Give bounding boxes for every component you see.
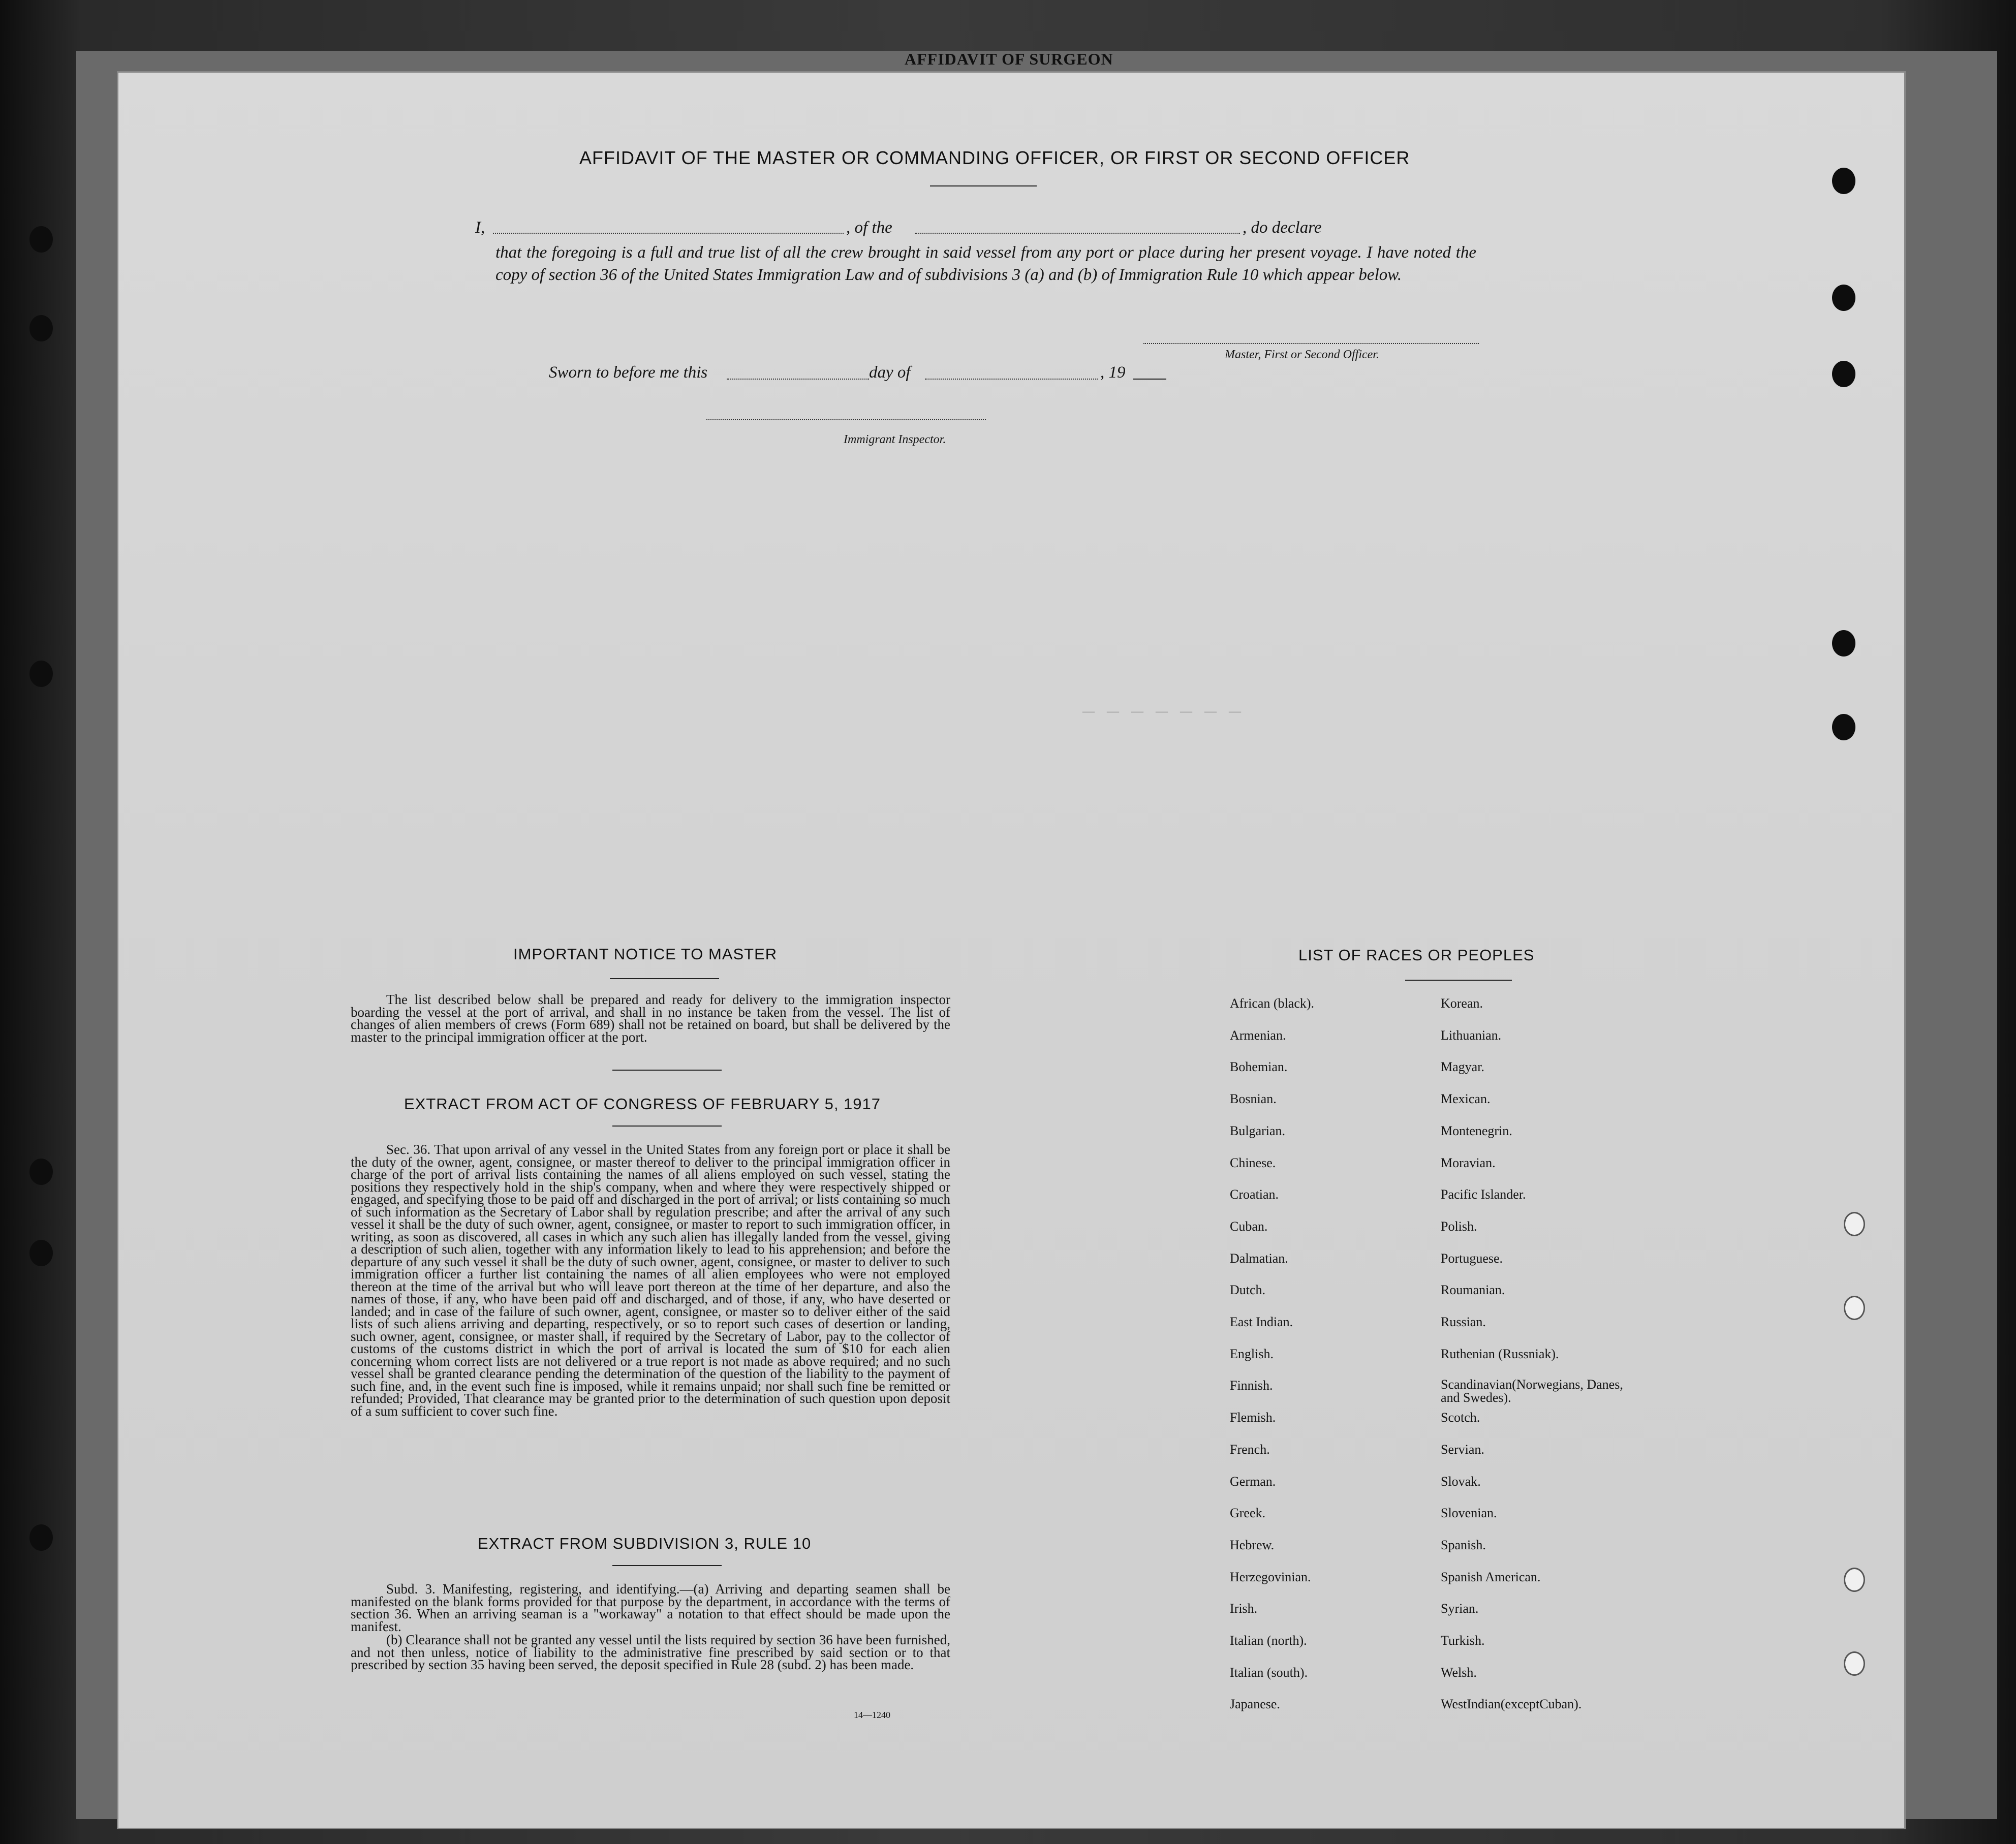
binder-hole <box>1832 361 1855 387</box>
binder-hole <box>1832 714 1855 740</box>
notice-text: The list described below shall be prepared and ready for delivery to the immigration inspector boarding the vessel at the port of arrival, and shall in no instance be taken from the vessel. The list of changes of alien members of crews (Form 689) shall not be retained on board, but shall be delivered by the master to the principal immigration officer at the port. <box>351 992 950 1045</box>
race-item: Slovenian. <box>1441 1506 1497 1521</box>
race-item: Chinese. <box>1230 1155 1276 1170</box>
sworn-year: , 19 <box>1100 363 1126 382</box>
rule-text-b: (b) Clearance shall not be granted any vessel until the lists required by section 36 have been furnished, and not then unless, notice of liability to the administrative fine prescribed by said section or to that prescribed by section 35 having been served, the deposit specified in Rule 28 (subd. 2) has been made. <box>351 1632 950 1672</box>
act-title: EXTRACT FROM ACT OF CONGRESS OF FEBRUARY 5, 1917 <box>404 1095 881 1113</box>
act-text: Sec. 36. That upon arrival of any vessel in the United States from any foreign port or place it shall be the duty of the owner, agent, consignee, or master thereof to deliver to the principal immigration officer in charge of the port of arrival lists containing the names of all aliens employed on such vessel, stating the positions they respectively hold in the ship's company, when and where they were respectively shipped or engaged, and specifying those to be paid off and discharged in the port of arrival; or lists containing so much of such information as the Secretary of Labor shall by regulation prescribe; and after the arrival of any such vessel it shall be the duty of such owner, agent, consignee, or master to report to such immigration officer, in writing, as soon as discovered, all cases in which any such alien has illegally landed from the vessel, giving a description of such alien, together with any information likely to lead to his apprehension; and before the departure of any such vessel it shall be the duty of such owner, agent, consignee, or master to deliver to such immigration officer a further list containing the names of all alien employees who were not employed thereon at the time of the arrival but who will leave port thereon at the time of her departure, and also the names of those, if any, who have been paid off and discharged, and of those, if any, who have deserted or landed; and in case of the failure of such owner, agent, consignee, or master so to deliver either of the said lists of such aliens arriving and departing, respectively, or so to report such cases of desertion or landing, such owner, agent, consignee, or master shall, if required by the Secretary of Labor, pay to the collector of customs of the customs district in which the port of arrival is located the sum of $10 for each alien concerning whom correct lists are not delivered or a true report is not made as above required; and no such vessel shall be granted clearance pending the determination of the question of the liability to the payment of such fine, and, in the event such fine is imposed, while it remains unpaid; nor shall such fine be remitted or refunded; Provided, That clearance may be granted prior to the determination of such question upon deposit of a sum sufficient to cover such fine. <box>351 1142 950 1419</box>
race-item: WestIndian(exceptCuban). <box>1441 1697 1582 1712</box>
binder-hole <box>29 1240 53 1266</box>
race-item: Bohemian. <box>1230 1059 1288 1075</box>
race-item: Korean. <box>1441 996 1483 1011</box>
binder-hole <box>1832 285 1855 311</box>
race-item: English. <box>1230 1346 1274 1361</box>
inspector-label: Immigrant Inspector. <box>844 433 946 446</box>
act-underline <box>612 1126 722 1127</box>
binder-hole <box>1832 630 1855 657</box>
race-item: East Indian. <box>1230 1315 1293 1329</box>
race-item: Moravian. <box>1441 1155 1496 1170</box>
race-item: Scandinavian(Norwegians, Danes, and Swedes). <box>1441 1377 1623 1405</box>
race-item: Russian. <box>1441 1315 1486 1329</box>
binder-hole <box>29 1159 53 1185</box>
inspector-signature-line <box>706 419 986 420</box>
declaration-of-the: , of the <box>846 218 892 237</box>
vessel-blank <box>915 233 1240 234</box>
declaration-body: that the foregoing is a full and true list of all the crew brought in said vessel from any port or place during her present voyage. I have noted the copy of section 36 of the United States Immigration Law and of subdivisions 3 (a) and (b) of Immigration Rule 10 which appear below. <box>495 243 1476 284</box>
title-underline <box>930 185 1037 186</box>
sworn-month-blank <box>925 379 1098 380</box>
sworn-prefix: Sworn to before me this <box>549 363 708 382</box>
binder-hole <box>1844 1296 1865 1320</box>
race-item: Scotch. <box>1441 1410 1480 1425</box>
race-item: Bosnian. <box>1230 1091 1277 1107</box>
rule-underline <box>612 1565 722 1566</box>
race-item: Dalmatian. <box>1230 1251 1288 1266</box>
race-item: Japanese. <box>1230 1697 1280 1712</box>
binder-hole <box>29 315 53 341</box>
bleed-through-mark: — — — — — — — <box>1082 701 1242 724</box>
document-sheet <box>117 71 1906 1829</box>
race-item: Polish. <box>1441 1218 1477 1234</box>
master-signature-line <box>1143 343 1479 344</box>
race-item: African (black). <box>1230 996 1315 1011</box>
race-item: Flemish. <box>1230 1410 1276 1425</box>
race-item: Ruthenian (Russniak). <box>1441 1346 1559 1361</box>
master-signature-label: Master, First or Second Officer. <box>1225 348 1379 361</box>
race-item: Pacific Islander. <box>1441 1187 1526 1202</box>
races-underline <box>1405 980 1512 981</box>
race-item: Roumanian. <box>1441 1283 1505 1298</box>
binder-hole <box>29 661 53 687</box>
race-item: Cuban. <box>1230 1218 1268 1234</box>
affidavit-title: AFFIDAVIT OF THE MASTER OR COMMANDING OFFICER, OR FIRST OR SECOND OFFICER <box>579 147 1410 168</box>
race-item: Portuguese. <box>1441 1251 1503 1266</box>
race-item: Hebrew. <box>1230 1537 1275 1552</box>
race-item: Italian (south). <box>1230 1665 1308 1680</box>
sworn-year-blank <box>1133 379 1166 380</box>
header-strip-text: AFFIDAVIT OF SURGEON <box>905 50 1113 68</box>
race-item: Dutch. <box>1230 1283 1266 1298</box>
name-blank <box>493 233 844 234</box>
sworn-day-blank <box>727 379 869 380</box>
binder-hole <box>1844 1568 1865 1592</box>
race-item: Italian (north). <box>1230 1633 1307 1648</box>
race-item: Finnish. <box>1230 1378 1273 1393</box>
race-item: Slovak. <box>1441 1474 1481 1489</box>
race-item: Armenian. <box>1230 1027 1286 1043</box>
race-item: Herzegovinian. <box>1230 1569 1311 1584</box>
race-item: Spanish. <box>1441 1537 1486 1552</box>
race-item: Montenegrin. <box>1441 1123 1512 1138</box>
race-item: Greek. <box>1230 1506 1266 1521</box>
race-item: Lithuanian. <box>1441 1027 1502 1043</box>
race-item: Irish. <box>1230 1601 1258 1616</box>
race-item: Servian. <box>1441 1442 1484 1457</box>
binder-hole <box>29 1524 53 1551</box>
race-item: Croatian. <box>1230 1187 1279 1202</box>
races-title: LIST OF RACES OR PEOPLES <box>1298 946 1535 964</box>
race-item: Magyar. <box>1441 1059 1484 1075</box>
binder-hole <box>1832 168 1855 194</box>
rule-title: EXTRACT FROM SUBDIVISION 3, RULE 10 <box>478 1535 812 1552</box>
declaration-do-declare: , do declare <box>1243 218 1322 237</box>
race-item: Bulgarian. <box>1230 1123 1286 1138</box>
race-item: German. <box>1230 1474 1276 1489</box>
race-item: Syrian. <box>1441 1601 1479 1616</box>
notice-title: IMPORTANT NOTICE TO MASTER <box>513 945 778 963</box>
form-number: 14—1240 <box>854 1710 890 1720</box>
binder-hole <box>1844 1651 1865 1676</box>
binder-hole <box>1844 1212 1865 1236</box>
declaration-i: I, <box>475 218 485 237</box>
sworn-day-of: day of <box>869 363 911 382</box>
binder-hole <box>29 226 53 253</box>
race-item: Mexican. <box>1441 1091 1491 1107</box>
race-item: Welsh. <box>1441 1665 1477 1680</box>
race-item: Spanish American. <box>1441 1569 1541 1584</box>
race-item: Turkish. <box>1441 1633 1485 1648</box>
notice-underline <box>610 978 719 979</box>
section-divider <box>612 1070 722 1071</box>
rule-text-a: Subd. 3. Manifesting, registering, and identifying.—(a) Arriving and departing seamen shall be manifested on the blank forms provided for that purpose by the department, in accordance with the terms of section 36. When an arriving seaman is a "workaway" a notation to that effect should be made upon the manifest. <box>351 1581 950 1634</box>
race-item: French. <box>1230 1442 1270 1457</box>
